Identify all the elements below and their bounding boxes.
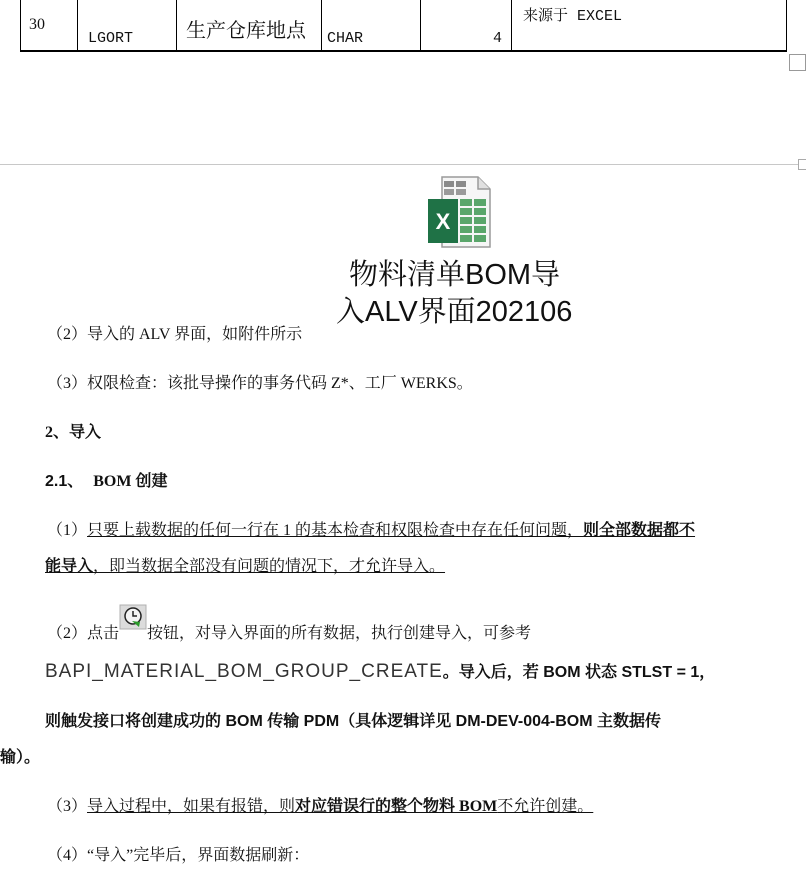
field-name-cell xyxy=(78,0,177,50)
page-break-line xyxy=(0,164,798,165)
row-number-cell xyxy=(21,0,78,50)
field-table-row xyxy=(20,0,787,52)
heading-import: 2、导入 xyxy=(45,424,102,441)
para-interface-trigger-end: 输）。 xyxy=(0,749,41,766)
field-type: CHAR xyxy=(327,30,364,47)
para-alv-interface: （2）导入的 ALV 界面，如附件所示 xyxy=(47,326,303,343)
table-resize-handle[interactable] xyxy=(789,54,806,71)
attachment-caption-1: 物料清单BOM导 xyxy=(349,259,561,291)
para-prefix-3: （3） xyxy=(47,798,88,815)
field-name: LGORT xyxy=(88,30,134,47)
execute-desc: 按钮，对导入界面的所有数据，执行创建导入，可参考 xyxy=(147,625,532,642)
upload-rule-bold-2: 能导入 xyxy=(45,558,94,575)
bapi-after: 。导入后，若 BOM 状态 STLST = 1， xyxy=(442,664,716,681)
field-desc: 生产仓库地点 xyxy=(186,20,306,42)
para-interface-trigger: 则触发接口将创建成功的 BOM 传输 PDM（具体逻辑详见 DM-DEV-004-BOM 主数据传 xyxy=(45,713,662,730)
heading-text: BOM 创建 xyxy=(93,473,168,490)
heading-number: 2.1、 xyxy=(45,473,84,490)
attachment-caption-2: 入ALV界面202106 xyxy=(336,296,573,328)
heading-bom-create xyxy=(45,472,167,492)
field-desc-cell xyxy=(177,0,322,50)
para-error-handling xyxy=(47,797,593,817)
para-execute-button xyxy=(47,614,531,644)
upload-rule-text-2: ，即当数据全部没有问题的情况下，才允许导入。 xyxy=(93,558,446,575)
error-rule-text: 导入过程中，如果有报错，则 xyxy=(87,798,296,815)
bapi-name: BAPI_MATERIAL_BOM_GROUP_CREATE xyxy=(45,661,443,682)
field-type-cell xyxy=(322,0,421,50)
field-length-cell xyxy=(421,0,512,50)
para-prefix-2: （2）点击 xyxy=(47,625,120,642)
para-refresh: （4）“导入”完毕后，界面数据刷新： xyxy=(47,847,310,864)
error-rule-end: 不允许创建。 xyxy=(497,798,594,815)
field-note: 来源于 EXCEL xyxy=(523,8,623,25)
svg-text:X: X xyxy=(435,209,451,234)
para-upload-check-cont xyxy=(45,557,445,577)
upload-rule-bold: 则全部数据都不 xyxy=(583,522,696,539)
para-bapi-line xyxy=(45,662,715,683)
excel-file-icon[interactable] xyxy=(426,175,492,249)
para-authority-check: （3）权限检查：该批导操作的事务代码 Z*、工厂 WERKS。 xyxy=(47,375,473,392)
para-upload-check xyxy=(47,521,695,541)
page-break-marker xyxy=(798,159,806,170)
row-number: 30 xyxy=(29,16,45,33)
field-length: 4 xyxy=(492,30,502,47)
para-prefix: （1） xyxy=(47,522,88,539)
error-rule-bold: 对应错误行的整个物料 BOM xyxy=(295,798,498,815)
upload-rule-text: 只要上载数据的任何一行在 1 的基本检查和权限检查中存在任何问题， xyxy=(87,522,584,539)
execute-clock-icon[interactable] xyxy=(119,614,147,640)
field-note-cell xyxy=(512,0,788,50)
